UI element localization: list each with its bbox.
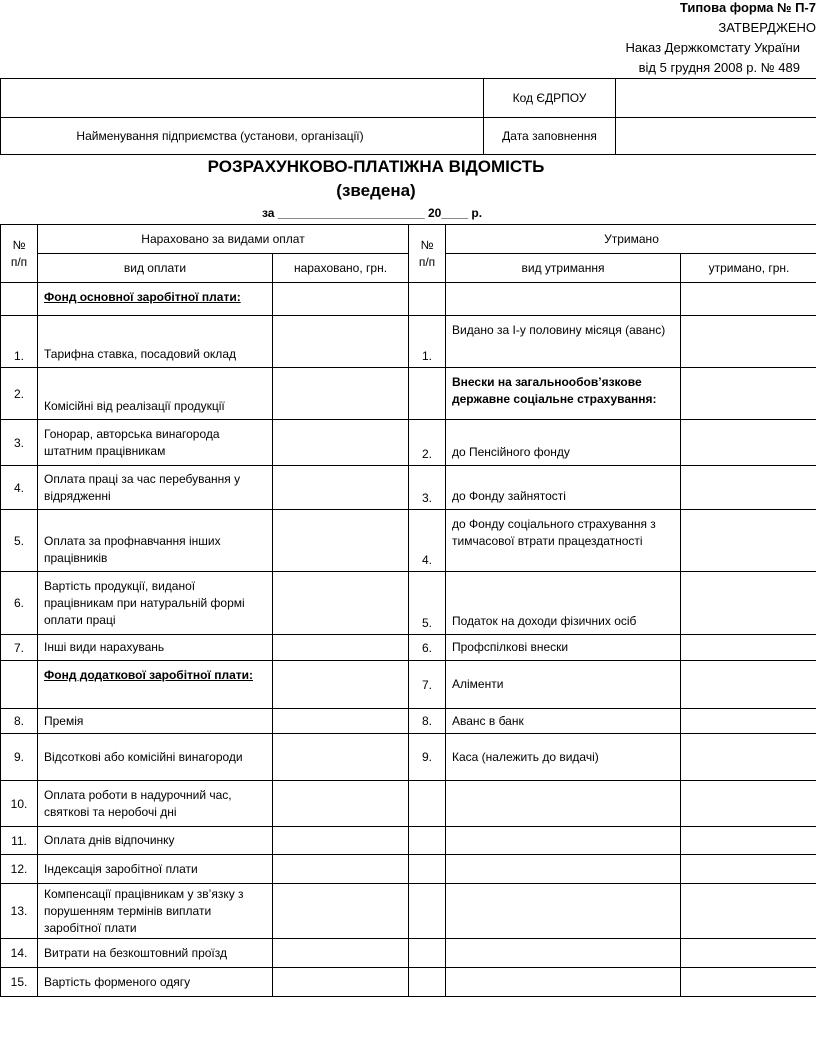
withholding-type — [446, 781, 681, 827]
edrpou-label: Код ЄДРПОУ — [484, 79, 616, 118]
accrued-type-header: вид оплати — [38, 254, 273, 283]
accrual-type: Премія — [38, 709, 273, 734]
withheld-amount-cell[interactable] — [681, 420, 816, 466]
enterprise-name-label: Найменування підприємства (установи, організації) — [1, 118, 484, 155]
withheld-amount-cell[interactable] — [681, 510, 816, 572]
period-blank[interactable]: ______________________ — [277, 206, 425, 220]
table-row — [1, 466, 816, 510]
withholding-type — [446, 939, 681, 968]
row-number-left: 10. — [1, 781, 38, 827]
table-row — [1, 316, 816, 368]
withheld-amount-cell[interactable] — [681, 968, 816, 997]
edrpou-input[interactable] — [616, 79, 816, 118]
table-row — [1, 884, 816, 939]
withholding-type — [446, 968, 681, 997]
row-number-left: 7. — [1, 635, 38, 661]
accrued-header: Нараховано за видами оплат — [38, 225, 409, 254]
accrued-amount-header: нараховано, грн. — [273, 254, 409, 283]
row-number-left: 6. — [1, 572, 38, 635]
withheld-amount-cell[interactable] — [681, 368, 816, 420]
table-row — [1, 827, 816, 855]
withheld-amount-cell[interactable] — [681, 661, 816, 709]
accrual-type: Оплата за профнавчання інших працівників — [38, 510, 273, 572]
accrual-type: Витрати на безкоштовний проїзд — [38, 939, 273, 968]
withholding-type: до Фонду соціального страхування з тимчасової втрати працездатності — [446, 510, 681, 572]
fill-date-label: Дата заповнення — [484, 118, 616, 155]
withholding-type: Профспілкові внески — [446, 635, 681, 661]
table-row — [1, 855, 816, 884]
period-line — [262, 206, 482, 220]
table-row — [1, 635, 816, 661]
row-number-left: 15. — [1, 968, 38, 997]
row-number-right — [409, 368, 446, 420]
accrual-type: Вартість продукції, виданої працівникам при натуральній формі оплати праці — [38, 572, 273, 635]
table-row — [1, 572, 816, 635]
withheld-amount-cell[interactable] — [681, 709, 816, 734]
table-row — [1, 510, 816, 572]
accrual-type: Оплата днів відпочинку — [38, 827, 273, 855]
withheld-amount-cell[interactable] — [681, 572, 816, 635]
table-row — [1, 968, 816, 997]
row-number-right: 9. — [409, 734, 446, 781]
row-number-left: 4. — [1, 466, 38, 510]
order-label: Наказ Держкомстату України — [625, 40, 800, 55]
withheld-amount-cell[interactable] — [681, 466, 816, 510]
row-number-right — [409, 781, 446, 827]
payroll-table — [0, 224, 816, 997]
withholding-type: Податок на доходи фізичних осіб — [446, 572, 681, 635]
accrual-type: Гонорар, авторська винагорода штатним працівникам — [38, 420, 273, 466]
accrued-amount-cell[interactable] — [273, 316, 409, 368]
accrued-amount-cell[interactable] — [273, 827, 409, 855]
row-number-right — [409, 283, 446, 316]
accrued-amount-cell[interactable] — [273, 709, 409, 734]
accrued-amount-cell[interactable] — [273, 572, 409, 635]
accrual-type: Фонд основної заробітної плати: — [38, 283, 273, 316]
withholding-type: Каса (належить до видачі) — [446, 734, 681, 781]
table-row — [1, 709, 816, 734]
accrued-amount-cell[interactable] — [273, 939, 409, 968]
withheld-amount-cell[interactable] — [681, 884, 816, 939]
withholding-type: Видано за І-у половину місяця (аванс) — [446, 316, 681, 368]
accrual-type: Індексація заробітної плати — [38, 855, 273, 884]
row-number-left: 2. — [1, 368, 38, 420]
approved-label: ЗАТВЕРДЖЕНО — [718, 20, 816, 35]
row-number-left — [1, 283, 38, 316]
withheld-amount-cell[interactable] — [681, 855, 816, 884]
table-row — [1, 283, 816, 316]
withholding-type — [446, 855, 681, 884]
accrued-amount-cell[interactable] — [273, 855, 409, 884]
withheld-type-header: вид утримання — [446, 254, 681, 283]
accrual-type: Комісійні від реалізації продукції — [38, 368, 273, 420]
row-number-right: 6. — [409, 635, 446, 661]
period-suffix: р. — [471, 206, 483, 220]
withheld-amount-cell[interactable] — [681, 635, 816, 661]
accrued-amount-cell[interactable] — [273, 368, 409, 420]
withheld-amount-cell[interactable] — [681, 283, 816, 316]
row-number-right — [409, 884, 446, 939]
row-number-right — [409, 855, 446, 884]
accrual-type: Фонд додаткової заробітної плати: — [38, 661, 273, 709]
accrued-amount-cell[interactable] — [273, 635, 409, 661]
accrual-type: Оплата праці за час перебування у відрядженні — [38, 466, 273, 510]
table-row — [1, 939, 816, 968]
num-header-left: № п/п — [1, 225, 38, 283]
withholding-type: до Фонду зайнятості — [446, 466, 681, 510]
row-number-left: 5. — [1, 510, 38, 572]
table-row — [1, 781, 816, 827]
accrued-amount-cell[interactable] — [273, 781, 409, 827]
accrual-type: Компенсації працівникам у зв’язку з порушенням термінів виплати заробітної плати — [38, 884, 273, 939]
period-prefix: за — [262, 206, 275, 220]
accrual-type: Інші види нарахувань — [38, 635, 273, 661]
num-header-right: № п/п — [409, 225, 446, 283]
withholding-type: Аліменти — [446, 661, 681, 709]
order-date: від 5 грудня 2008 р. № 489 — [638, 60, 800, 75]
fill-date-input[interactable] — [616, 118, 816, 155]
table-row — [1, 734, 816, 781]
accrued-amount-cell[interactable] — [273, 968, 409, 997]
withheld-amount-cell[interactable] — [681, 734, 816, 781]
accrual-type: Оплата роботи в надурочний час, святкові та неробочі дні — [38, 781, 273, 827]
period-year: 20____ — [428, 206, 469, 220]
row-number-right: 3. — [409, 466, 446, 510]
blank-cell — [1, 79, 484, 118]
row-number-left: 9. — [1, 734, 38, 781]
row-number-left: 13. — [1, 884, 38, 939]
accrued-amount-cell[interactable] — [273, 661, 409, 709]
row-number-right: 4. — [409, 510, 446, 572]
withheld-amount-cell[interactable] — [681, 781, 816, 827]
document-subtitle: (зведена) — [336, 181, 416, 200]
row-number-right: 8. — [409, 709, 446, 734]
accrued-amount-cell[interactable] — [273, 466, 409, 510]
withholding-type: Аванс в банк — [446, 709, 681, 734]
row-number-left: 14. — [1, 939, 38, 968]
table-row — [1, 661, 816, 709]
withholding-type — [446, 884, 681, 939]
row-number-left: 12. — [1, 855, 38, 884]
accrued-amount-cell[interactable] — [273, 734, 409, 781]
row-number-right: 1. — [409, 316, 446, 368]
row-number-right: 2. — [409, 420, 446, 466]
row-number-right — [409, 968, 446, 997]
withholding-type — [446, 283, 681, 316]
withheld-amount-cell[interactable] — [681, 939, 816, 968]
document-title: РОЗРАХУНКОВО-ПЛАТІЖНА ВІДОМІСТЬ — [207, 157, 545, 176]
row-number-right: 7. — [409, 661, 446, 709]
withholding-type: до Пенсійного фонду — [446, 420, 681, 466]
row-number-left: 11. — [1, 827, 38, 855]
row-number-right — [409, 827, 446, 855]
table-row — [1, 368, 816, 420]
withholding-type — [446, 827, 681, 855]
form-number: Типова форма № П-7 — [679, 0, 816, 15]
accrual-type: Відсоткові або комісійні винагороди — [38, 734, 273, 781]
withheld-amount-cell[interactable] — [681, 827, 816, 855]
withheld-amount-cell[interactable] — [681, 316, 816, 368]
row-number-left: 3. — [1, 420, 38, 466]
accrual-type: Тарифна ставка, посадовий оклад — [38, 316, 273, 368]
row-number-right — [409, 939, 446, 968]
withholding-type: Внески на загальнообов’язкове державне соціальне страхування: — [446, 368, 681, 420]
accrued-amount-cell[interactable] — [273, 510, 409, 572]
accrued-amount-cell[interactable] — [273, 283, 409, 316]
row-number-left: 8. — [1, 709, 38, 734]
accrued-amount-cell[interactable] — [273, 884, 409, 939]
accrued-amount-cell[interactable] — [273, 420, 409, 466]
table-row — [1, 420, 816, 466]
withheld-header: Утримано — [446, 225, 816, 254]
withheld-amount-header: утримано, грн. — [681, 254, 816, 283]
enterprise-info-table — [0, 78, 816, 155]
row-number-right: 5. — [409, 572, 446, 635]
accrual-type: Вартість форменого одягу — [38, 968, 273, 997]
row-number-left: 1. — [1, 316, 38, 368]
row-number-left — [1, 661, 38, 709]
